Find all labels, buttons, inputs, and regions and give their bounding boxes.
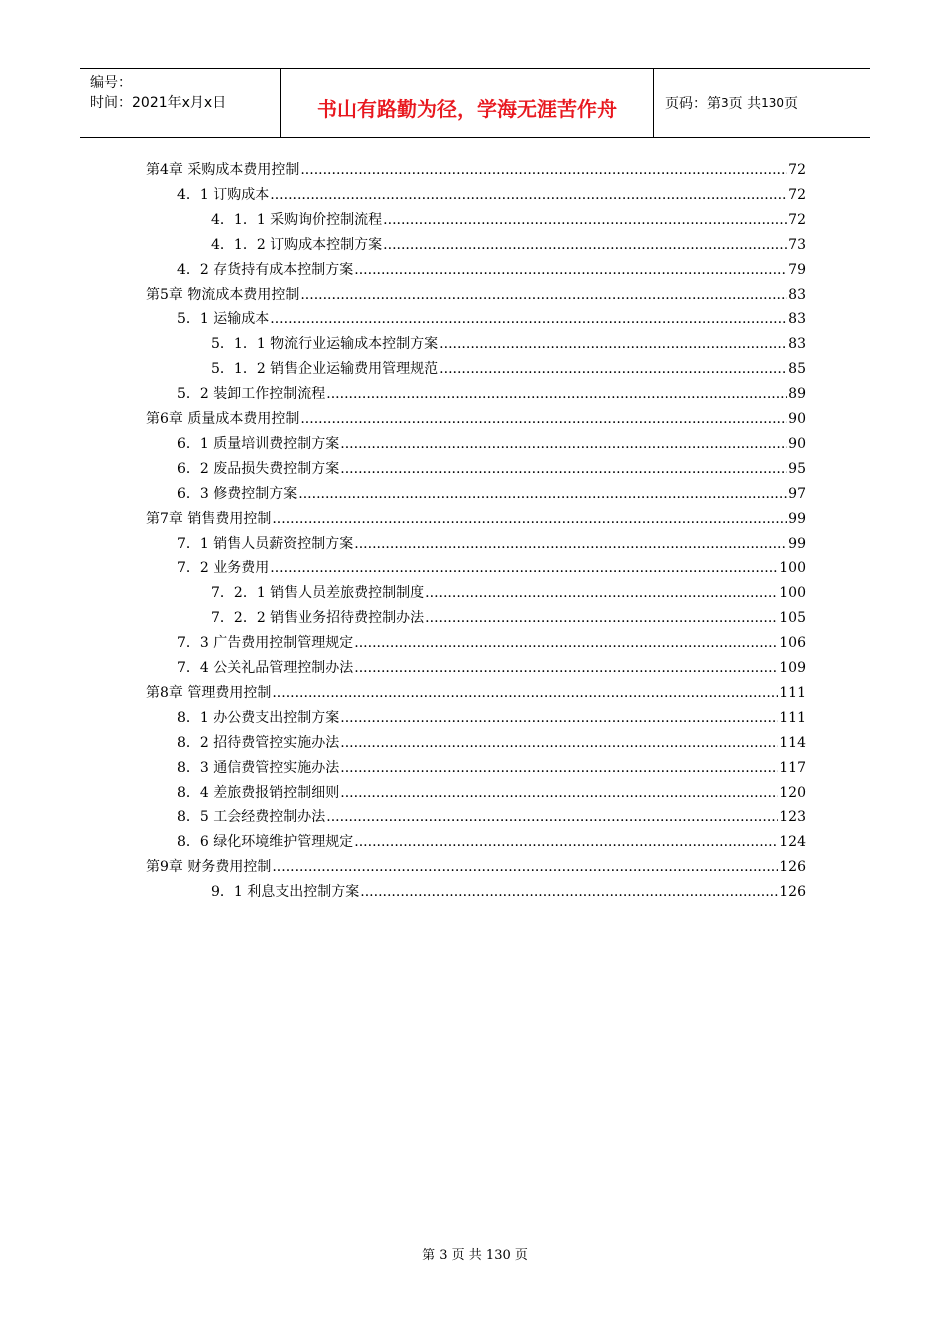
- toc-entry[interactable]: [177, 731, 806, 755]
- toc-entry[interactable]: [177, 482, 806, 506]
- header-slogan: 书山有路勤为径，学海无涯苦作舟: [281, 69, 654, 137]
- toc-entry[interactable]: [177, 532, 806, 556]
- toc-entry[interactable]: [177, 258, 806, 282]
- toc-entry[interactable]: [177, 631, 806, 655]
- page-suffix: 页: [784, 96, 798, 112]
- toc-entry-title: 8．5 工会经费控制办法: [177, 809, 326, 826]
- toc-entry-page: 79: [788, 261, 806, 278]
- toc-entry-page: 72: [788, 162, 806, 178]
- toc-entry[interactable]: [177, 781, 806, 805]
- toc-entry[interactable]: [146, 407, 806, 431]
- toc-dot-leader: [354, 631, 778, 655]
- toc-entry-title: 6．2 废品损失费控制方案: [177, 460, 340, 477]
- toc-entry[interactable]: [211, 332, 806, 356]
- toc-entry-title: 4．2 存货持有成本控制方案: [177, 261, 354, 278]
- toc-entry[interactable]: [177, 706, 806, 730]
- toc-dot-leader: [425, 581, 778, 605]
- toc-entry-page: 85: [788, 361, 806, 378]
- toc-dot-leader: [272, 507, 787, 531]
- toc-entry-title: 5．2 装卸工作控制流程: [177, 386, 326, 403]
- toc-dot-leader: [340, 731, 778, 755]
- time-label: 时间：2021年x月x日: [90, 95, 227, 111]
- toc-entry[interactable]: [146, 283, 806, 307]
- header-meta: [80, 69, 281, 137]
- toc-entry-page: 95: [788, 460, 806, 477]
- page-total: 130: [761, 96, 784, 110]
- toc-entry-title: 8．4 差旅费报销控制细则: [177, 784, 340, 801]
- toc-entry-page: 97: [788, 485, 806, 502]
- toc-dot-leader: [326, 382, 787, 406]
- toc-entry[interactable]: [146, 681, 806, 705]
- header-page-info: [654, 69, 870, 137]
- toc-entry-title: 5．1 运输成本: [177, 311, 270, 328]
- page-current: 3: [721, 96, 729, 110]
- toc-entry-title: 7．2．2 销售业务招待费控制办法: [211, 610, 425, 627]
- toc-entry-title: 7．1 销售人员薪资控制方案: [177, 535, 354, 552]
- toc-dot-leader: [340, 432, 787, 456]
- toc-entry-page: 99: [788, 510, 806, 527]
- toc-entry-title: 7．3 广告费用控制管理规定: [177, 635, 354, 652]
- toc-entry[interactable]: [177, 183, 806, 207]
- toc-dot-leader: [439, 332, 787, 356]
- toc-entry-page: 100: [779, 560, 806, 577]
- toc-dot-leader: [360, 880, 778, 904]
- toc-entry-title: 6．1 质量培训费控制方案: [177, 435, 340, 452]
- toc-entry-page: 124: [779, 834, 806, 851]
- toc-entry[interactable]: [177, 432, 806, 456]
- toc-dot-leader: [272, 681, 778, 705]
- toc-dot-leader: [340, 781, 778, 805]
- toc-dot-leader: [300, 407, 787, 431]
- toc-entry[interactable]: [177, 556, 806, 580]
- toc-entry-title: 第9章 财务费用控制: [146, 859, 272, 876]
- toc-dot-leader: [383, 233, 787, 257]
- toc-entry-title: 7．2．1 销售人员差旅费控制制度: [211, 585, 425, 602]
- toc-entry-page: 106: [779, 635, 806, 652]
- toc-entry[interactable]: [211, 357, 806, 381]
- toc-dot-leader: [270, 307, 787, 331]
- toc-entry-page: 83: [788, 286, 806, 303]
- toc-entry-title: 第4章 采购成本费用控制: [146, 162, 300, 178]
- toc-dot-leader: [340, 706, 778, 730]
- toc-entry-title: 4．1．1 采购询价控制流程: [211, 211, 383, 228]
- toc-entry-title: 8．2 招待费管控实施办法: [177, 734, 340, 751]
- toc-entry-page: 120: [779, 784, 806, 801]
- toc-entry[interactable]: [177, 830, 806, 854]
- toc-entry-title: 7．4 公关礼品管理控制办法: [177, 660, 354, 676]
- toc-entry-page: 126: [779, 884, 806, 901]
- toc-dot-leader: [354, 830, 778, 854]
- toc-entry-title: 第8章 管理费用控制: [146, 684, 272, 701]
- toc-entry-title: 第5章 物流成本费用控制: [146, 286, 300, 303]
- toc-entry[interactable]: [177, 307, 806, 331]
- toc-entry-title: 5．1．1 物流行业运输成本控制方案: [211, 336, 439, 353]
- toc-dot-leader: [300, 283, 787, 307]
- toc-entry[interactable]: [211, 233, 806, 257]
- toc-entry-title: 4．1．2 订购成本控制方案: [211, 236, 383, 253]
- toc-entry-title: 第6章 质量成本费用控制: [146, 411, 300, 427]
- toc-entry-page: 90: [788, 435, 806, 452]
- toc-entry-page: 126: [779, 859, 806, 876]
- toc-dot-leader: [425, 606, 778, 630]
- toc-entry-title: 5．1．2 销售企业运输费用管理规范: [211, 361, 439, 378]
- toc-entry-page: 114: [779, 734, 806, 751]
- toc-entry[interactable]: [177, 382, 806, 406]
- toc-entry-page: 83: [788, 336, 806, 353]
- toc-entry-page: 109: [779, 660, 806, 676]
- toc-entry[interactable]: [211, 880, 806, 904]
- toc-dot-leader: [340, 457, 787, 481]
- toc-entry-page: 123: [779, 809, 806, 826]
- toc-dot-leader: [340, 756, 778, 780]
- toc-entry-page: 111: [779, 684, 806, 701]
- toc-dot-leader: [298, 482, 787, 506]
- toc-entry[interactable]: [177, 656, 806, 680]
- toc-dot-leader: [354, 258, 787, 282]
- toc-entry[interactable]: [177, 457, 806, 481]
- page-header: [80, 68, 870, 138]
- number-label: 编号：: [90, 75, 132, 91]
- toc-entry-title: 7．2 业务费用: [177, 560, 270, 577]
- toc-entry-page: 73: [788, 236, 806, 253]
- toc-entry-title: 8．1 办公费支出控制方案: [177, 709, 340, 726]
- toc-entry-page: 105: [779, 610, 806, 627]
- toc-dot-leader: [270, 556, 778, 580]
- toc-dot-leader: [300, 158, 787, 182]
- toc-entry-page: 111: [779, 709, 806, 726]
- toc-dot-leader: [439, 357, 787, 381]
- toc-dot-leader: [354, 656, 778, 680]
- toc-entry[interactable]: [146, 507, 806, 531]
- toc-entry-title: 8．6 绿化环境维护管理规定: [177, 834, 354, 851]
- toc-entry-page: 99: [788, 535, 806, 552]
- toc-entry-title: 9．1 利息支出控制方案: [211, 884, 360, 901]
- toc-entry-page: 90: [788, 411, 806, 427]
- toc-entry-title: 第7章 销售费用控制: [146, 510, 272, 527]
- toc-dot-leader: [270, 183, 787, 207]
- toc-entry[interactable]: [211, 581, 806, 605]
- toc-dot-leader: [272, 855, 778, 879]
- toc-entry-title: 6．3 修费控制方案: [177, 485, 298, 502]
- toc-entry[interactable]: [146, 158, 806, 182]
- toc-entry-page: 100: [779, 585, 806, 602]
- toc-entry-title: 8．3 通信费管控实施办法: [177, 759, 340, 776]
- toc-entry-page: 89: [788, 386, 806, 403]
- toc-entry-page: 83: [788, 311, 806, 328]
- toc-entry[interactable]: [211, 208, 806, 232]
- page-prefix: 页码：第: [665, 96, 721, 112]
- toc-entry[interactable]: [211, 606, 806, 630]
- toc-entry-page: 72: [788, 211, 806, 228]
- toc-dot-leader: [354, 532, 787, 556]
- toc-dot-leader: [383, 208, 787, 232]
- page-footer: 第 3 页 共 130 页: [422, 1248, 528, 1263]
- toc-dot-leader: [326, 805, 778, 829]
- page-mid: 页 共: [728, 96, 762, 112]
- toc-entry-title: 4．1 订购成本: [177, 186, 270, 203]
- toc-entry[interactable]: [177, 756, 806, 780]
- toc-entry-page: 117: [779, 759, 806, 776]
- toc-entry-page: 72: [788, 186, 806, 203]
- toc-entry[interactable]: [177, 805, 806, 829]
- toc-entry[interactable]: [146, 855, 806, 879]
